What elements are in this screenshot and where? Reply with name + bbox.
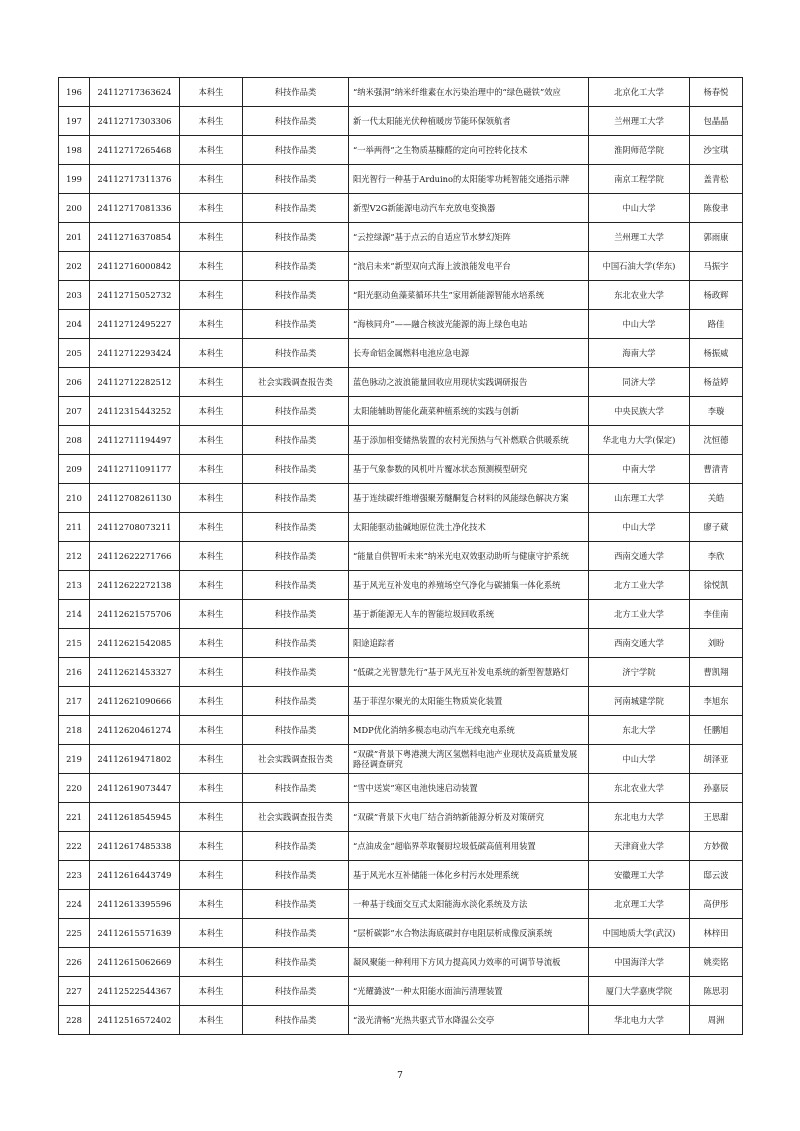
student-level: 本科生 xyxy=(180,339,243,368)
project-title: “汲光清畅”光热共驱式节水降温公交亭 xyxy=(349,1006,589,1035)
university: 东北大学 xyxy=(589,716,690,745)
category: 科技作品类 xyxy=(243,194,349,223)
student-name: 曹凯翔 xyxy=(690,658,743,687)
table-row xyxy=(59,455,743,484)
project-title: “云控绿源”基于点云的自适应节水梦幻矩阵 xyxy=(349,223,589,252)
category: 科技作品类 xyxy=(243,716,349,745)
table-row xyxy=(59,107,743,136)
project-id: 24112315443252 xyxy=(90,397,180,426)
university: 东北电力大学 xyxy=(589,803,690,832)
category: 科技作品类 xyxy=(243,832,349,861)
table-row xyxy=(59,948,743,977)
project-id: 24112708261130 xyxy=(90,484,180,513)
university: 北方工业大学 xyxy=(589,571,690,600)
student-level: 本科生 xyxy=(180,194,243,223)
project-title: 新型V2G新能源电动汽车充放电变换器 xyxy=(349,194,589,223)
table-row xyxy=(59,658,743,687)
project-title: 基于风光互补发电的养殖场空气净化与碳捕集一体化系统 xyxy=(349,571,589,600)
table-row xyxy=(59,571,743,600)
student-name: 李旭东 xyxy=(690,687,743,716)
category: 科技作品类 xyxy=(243,919,349,948)
project-id: 24112717363624 xyxy=(90,78,180,107)
table-row xyxy=(59,542,743,571)
project-id: 24112615571639 xyxy=(90,919,180,948)
student-level: 本科生 xyxy=(180,455,243,484)
project-title: 长寿命铝金属燃料电池应急电源 xyxy=(349,339,589,368)
row-index: 198 xyxy=(59,136,90,165)
project-id: 24112711194497 xyxy=(90,426,180,455)
table-row xyxy=(59,484,743,513)
student-name: 廖子葳 xyxy=(690,513,743,542)
project-id: 24112717311376 xyxy=(90,165,180,194)
student-name: 盖青松 xyxy=(690,165,743,194)
category: 科技作品类 xyxy=(243,426,349,455)
project-id: 24112708073211 xyxy=(90,513,180,542)
project-title: “低碳之光智慧先行”基于风光互补发电系统的新型智慧路灯 xyxy=(349,658,589,687)
row-index: 228 xyxy=(59,1006,90,1035)
student-level: 本科生 xyxy=(180,281,243,310)
project-title: 基于菲涅尔聚光的太阳能生物质炭化装置 xyxy=(349,687,589,716)
university: 河南城建学院 xyxy=(589,687,690,716)
student-level: 本科生 xyxy=(180,310,243,339)
student-name: 高伊彤 xyxy=(690,890,743,919)
student-level: 本科生 xyxy=(180,658,243,687)
row-index: 196 xyxy=(59,78,90,107)
student-name: 王思甜 xyxy=(690,803,743,832)
project-id: 24112621542085 xyxy=(90,629,180,658)
student-level: 本科生 xyxy=(180,745,243,774)
row-index: 213 xyxy=(59,571,90,600)
row-index: 201 xyxy=(59,223,90,252)
project-title: “雪中送炭”寒区电池快速启动装置 xyxy=(349,774,589,803)
student-name: 杨春悦 xyxy=(690,78,743,107)
student-name: 陈思羽 xyxy=(690,977,743,1006)
student-level: 本科生 xyxy=(180,832,243,861)
category: 科技作品类 xyxy=(243,948,349,977)
project-title: 基于风光水互补储能一体化乡村污水处理系统 xyxy=(349,861,589,890)
university: 中央民族大学 xyxy=(589,397,690,426)
project-title: “一举两得”之生物质基糠醛的定向可控转化技术 xyxy=(349,136,589,165)
student-name: 陈俊聿 xyxy=(690,194,743,223)
row-index: 216 xyxy=(59,658,90,687)
university: 华北电力大学 xyxy=(589,1006,690,1035)
university: 北方工业大学 xyxy=(589,600,690,629)
university: 西南交通大学 xyxy=(589,542,690,571)
student-level: 本科生 xyxy=(180,687,243,716)
project-title: “光耀潞波”一种太阳能水面油污清理装置 xyxy=(349,977,589,1006)
category: 科技作品类 xyxy=(243,281,349,310)
category: 社会实践调查报告类 xyxy=(243,745,349,774)
project-id: 24112711091177 xyxy=(90,455,180,484)
row-index: 217 xyxy=(59,687,90,716)
table-row xyxy=(59,281,743,310)
student-level: 本科生 xyxy=(180,1006,243,1035)
project-id: 24112522544367 xyxy=(90,977,180,1006)
table-row xyxy=(59,223,743,252)
student-level: 本科生 xyxy=(180,484,243,513)
student-name: 姚奕铭 xyxy=(690,948,743,977)
student-name: 沈恒德 xyxy=(690,426,743,455)
university: 中山大学 xyxy=(589,513,690,542)
row-index: 211 xyxy=(59,513,90,542)
project-title: 基于新能源无人车的智能垃圾回收系统 xyxy=(349,600,589,629)
results-table xyxy=(58,77,743,1035)
category: 科技作品类 xyxy=(243,513,349,542)
table-row xyxy=(59,1006,743,1035)
project-title: 蓝色脉动之波浪能量回收应用现状实践调研报告 xyxy=(349,368,589,397)
project-id: 24112613395596 xyxy=(90,890,180,919)
project-id: 24112712293424 xyxy=(90,339,180,368)
row-index: 210 xyxy=(59,484,90,513)
student-name: 李佳南 xyxy=(690,600,743,629)
project-title: “层析碳影”水合物法海底碳封存电阻层析成像反演系统 xyxy=(349,919,589,948)
university: 海南大学 xyxy=(589,339,690,368)
student-level: 本科生 xyxy=(180,78,243,107)
table-row xyxy=(59,716,743,745)
page-number: 7 xyxy=(397,1071,403,1081)
category: 科技作品类 xyxy=(243,136,349,165)
row-index: 218 xyxy=(59,716,90,745)
university: 厦门大学嘉庚学院 xyxy=(589,977,690,1006)
table-row xyxy=(59,513,743,542)
university: 中国海洋大学 xyxy=(589,948,690,977)
row-index: 206 xyxy=(59,368,90,397)
table-row xyxy=(59,397,743,426)
category: 科技作品类 xyxy=(243,571,349,600)
project-title: 凝风聚能一种利用下方风力提高风力效率的可调节导流板 xyxy=(349,948,589,977)
student-level: 本科生 xyxy=(180,136,243,165)
university: 同济大学 xyxy=(589,368,690,397)
university: 山东理工大学 xyxy=(589,484,690,513)
table-row xyxy=(59,368,743,397)
student-level: 本科生 xyxy=(180,948,243,977)
row-index: 209 xyxy=(59,455,90,484)
student-name: 马振宇 xyxy=(690,252,743,281)
university: 北京理工大学 xyxy=(589,890,690,919)
row-index: 200 xyxy=(59,194,90,223)
student-name: 郭雨康 xyxy=(690,223,743,252)
table-row xyxy=(59,426,743,455)
row-index: 224 xyxy=(59,890,90,919)
project-id: 24112717081336 xyxy=(90,194,180,223)
table-row xyxy=(59,252,743,281)
row-index: 226 xyxy=(59,948,90,977)
category: 科技作品类 xyxy=(243,78,349,107)
project-title: 阳途追踪者 xyxy=(349,629,589,658)
student-name: 关皓 xyxy=(690,484,743,513)
student-level: 本科生 xyxy=(180,861,243,890)
category: 社会实践调查报告类 xyxy=(243,368,349,397)
student-level: 本科生 xyxy=(180,716,243,745)
student-name: 沙宝琪 xyxy=(690,136,743,165)
row-index: 219 xyxy=(59,745,90,774)
university: 中山大学 xyxy=(589,194,690,223)
project-id: 24112622271766 xyxy=(90,542,180,571)
project-id: 24112716000842 xyxy=(90,252,180,281)
student-name: 邸云波 xyxy=(690,861,743,890)
project-id: 24112615062669 xyxy=(90,948,180,977)
table-row xyxy=(59,136,743,165)
student-level: 本科生 xyxy=(180,426,243,455)
student-name: 刘盼 xyxy=(690,629,743,658)
project-title: 基于添加相变储热装置的农村光预热与气补燃联合供暖系统 xyxy=(349,426,589,455)
category: 科技作品类 xyxy=(243,310,349,339)
table-row xyxy=(59,745,743,774)
category: 科技作品类 xyxy=(243,107,349,136)
category: 科技作品类 xyxy=(243,455,349,484)
project-id: 24112619471802 xyxy=(90,745,180,774)
project-id: 24112620461274 xyxy=(90,716,180,745)
university: 济宁学院 xyxy=(589,658,690,687)
row-index: 204 xyxy=(59,310,90,339)
row-index: 203 xyxy=(59,281,90,310)
table-body xyxy=(59,78,743,1035)
project-id: 24112618545945 xyxy=(90,803,180,832)
student-name: 周洲 xyxy=(690,1006,743,1035)
project-title: “浪启未来”新型双向式海上波浪能发电平台 xyxy=(349,252,589,281)
project-id: 24112621575706 xyxy=(90,600,180,629)
category: 科技作品类 xyxy=(243,861,349,890)
row-index: 212 xyxy=(59,542,90,571)
project-title: 一种基于线面交互式太阳能海水淡化系统及方法 xyxy=(349,890,589,919)
category: 科技作品类 xyxy=(243,252,349,281)
project-id: 24112621090666 xyxy=(90,687,180,716)
student-level: 本科生 xyxy=(180,600,243,629)
student-level: 本科生 xyxy=(180,542,243,571)
student-name: 路佳 xyxy=(690,310,743,339)
category: 科技作品类 xyxy=(243,1006,349,1035)
student-name: 任鹏旭 xyxy=(690,716,743,745)
project-title: 太阳能驱动盐碱地原位洗土净化技术 xyxy=(349,513,589,542)
row-index: 222 xyxy=(59,832,90,861)
student-level: 本科生 xyxy=(180,368,243,397)
table-row xyxy=(59,687,743,716)
table-row xyxy=(59,803,743,832)
row-index: 199 xyxy=(59,165,90,194)
row-index: 223 xyxy=(59,861,90,890)
project-id: 24112715052732 xyxy=(90,281,180,310)
student-name: 曹清青 xyxy=(690,455,743,484)
table-row xyxy=(59,310,743,339)
university: 安徽理工大学 xyxy=(589,861,690,890)
table-row xyxy=(59,629,743,658)
category: 科技作品类 xyxy=(243,629,349,658)
category: 科技作品类 xyxy=(243,542,349,571)
project-title: “点油成金”超临界萃取餐厨垃圾低碳高值利用装置 xyxy=(349,832,589,861)
category: 科技作品类 xyxy=(243,687,349,716)
category: 社会实践调查报告类 xyxy=(243,803,349,832)
category: 科技作品类 xyxy=(243,223,349,252)
project-id: 24112712282512 xyxy=(90,368,180,397)
table-row xyxy=(59,78,743,107)
project-title: 基于连续碳纤维增强聚芳醚酮复合材料的风能绿色解决方案 xyxy=(349,484,589,513)
university: 淮阴师范学院 xyxy=(589,136,690,165)
student-name: 胡泽亚 xyxy=(690,745,743,774)
student-name: 杨政辉 xyxy=(690,281,743,310)
row-index: 215 xyxy=(59,629,90,658)
university: 华北电力大学(保定) xyxy=(589,426,690,455)
table-row xyxy=(59,165,743,194)
university: 中南大学 xyxy=(589,455,690,484)
row-index: 214 xyxy=(59,600,90,629)
university: 兰州理工大学 xyxy=(589,223,690,252)
category: 科技作品类 xyxy=(243,977,349,1006)
university: 兰州理工大学 xyxy=(589,107,690,136)
table-row xyxy=(59,890,743,919)
student-name: 徐悦凯 xyxy=(690,571,743,600)
university: 中国石油大学(华东) xyxy=(589,252,690,281)
project-title: MDP优化消纳多模态电动汽车无线充电系统 xyxy=(349,716,589,745)
project-title: 阳光智行一种基于Arduino的太阳能零功耗智能交通指示牌 xyxy=(349,165,589,194)
student-level: 本科生 xyxy=(180,977,243,1006)
table-row xyxy=(59,774,743,803)
table-row xyxy=(59,600,743,629)
category: 科技作品类 xyxy=(243,165,349,194)
student-level: 本科生 xyxy=(180,629,243,658)
project-id: 24112619073447 xyxy=(90,774,180,803)
project-id: 24112717303306 xyxy=(90,107,180,136)
table-row xyxy=(59,194,743,223)
student-name: 李璇 xyxy=(690,397,743,426)
row-index: 208 xyxy=(59,426,90,455)
student-name: 林梓田 xyxy=(690,919,743,948)
student-name: 杨益婷 xyxy=(690,368,743,397)
student-name: 李欣 xyxy=(690,542,743,571)
row-index: 197 xyxy=(59,107,90,136)
category: 科技作品类 xyxy=(243,484,349,513)
project-id: 24112712495227 xyxy=(90,310,180,339)
project-title: “纳米强洞”纳米纤维素在水污染治理中的“绿色磁铁”效应 xyxy=(349,78,589,107)
student-level: 本科生 xyxy=(180,397,243,426)
university: 东北农业大学 xyxy=(589,774,690,803)
student-level: 本科生 xyxy=(180,223,243,252)
university: 中山大学 xyxy=(589,310,690,339)
student-name: 杨振威 xyxy=(690,339,743,368)
project-title: “阳光驱动鱼藻菜循环共生”家用新能源智能水培系统 xyxy=(349,281,589,310)
university: 南京工程学院 xyxy=(589,165,690,194)
project-title: “双碳”背景下粤港澳大湾区氢燃料电池产业现状及高质量发展路径调查研究 xyxy=(349,745,589,774)
university: 北京化工大学 xyxy=(589,78,690,107)
project-title: 太阳能辅助智能化蔬菜种植系统的实践与创新 xyxy=(349,397,589,426)
project-id: 24112516572402 xyxy=(90,1006,180,1035)
project-id: 24112717265468 xyxy=(90,136,180,165)
category: 科技作品类 xyxy=(243,339,349,368)
university: 中国地质大学(武汉) xyxy=(589,919,690,948)
category: 科技作品类 xyxy=(243,397,349,426)
row-index: 220 xyxy=(59,774,90,803)
row-index: 202 xyxy=(59,252,90,281)
row-index: 221 xyxy=(59,803,90,832)
student-name: 方妙微 xyxy=(690,832,743,861)
table-row xyxy=(59,977,743,1006)
project-id: 24112622272138 xyxy=(90,571,180,600)
student-name: 包晶晶 xyxy=(690,107,743,136)
student-level: 本科生 xyxy=(180,919,243,948)
university: 中山大学 xyxy=(589,745,690,774)
student-level: 本科生 xyxy=(180,571,243,600)
student-level: 本科生 xyxy=(180,890,243,919)
student-level: 本科生 xyxy=(180,513,243,542)
university: 西南交通大学 xyxy=(589,629,690,658)
project-title: 基于气象参数的风机叶片覆冰状态预测模型研究 xyxy=(349,455,589,484)
project-id: 24112621453327 xyxy=(90,658,180,687)
project-id: 24112617485338 xyxy=(90,832,180,861)
project-title: “海核同舟”——融合核波光能源的海上绿色电站 xyxy=(349,310,589,339)
table-row xyxy=(59,339,743,368)
category: 科技作品类 xyxy=(243,600,349,629)
project-title: “能量自供智听未来”纳米光电双效驱动助听与健康守护系统 xyxy=(349,542,589,571)
student-level: 本科生 xyxy=(180,107,243,136)
table-row xyxy=(59,919,743,948)
row-index: 225 xyxy=(59,919,90,948)
student-level: 本科生 xyxy=(180,165,243,194)
project-id: 24112716370854 xyxy=(90,223,180,252)
row-index: 205 xyxy=(59,339,90,368)
table-row xyxy=(59,832,743,861)
category: 科技作品类 xyxy=(243,774,349,803)
student-level: 本科生 xyxy=(180,803,243,832)
category: 科技作品类 xyxy=(243,890,349,919)
student-level: 本科生 xyxy=(180,252,243,281)
row-index: 227 xyxy=(59,977,90,1006)
project-title: “双碳”背景下火电厂结合消纳新能源分析及对策研究 xyxy=(349,803,589,832)
project-id: 24112616443749 xyxy=(90,861,180,890)
row-index: 207 xyxy=(59,397,90,426)
table-row xyxy=(59,861,743,890)
student-name: 孙嘉辰 xyxy=(690,774,743,803)
university: 东北农业大学 xyxy=(589,281,690,310)
student-level: 本科生 xyxy=(180,774,243,803)
category: 科技作品类 xyxy=(243,658,349,687)
project-title: 新一代太阳能光伏种植暖房节能环保领航者 xyxy=(349,107,589,136)
university: 天津商业大学 xyxy=(589,832,690,861)
